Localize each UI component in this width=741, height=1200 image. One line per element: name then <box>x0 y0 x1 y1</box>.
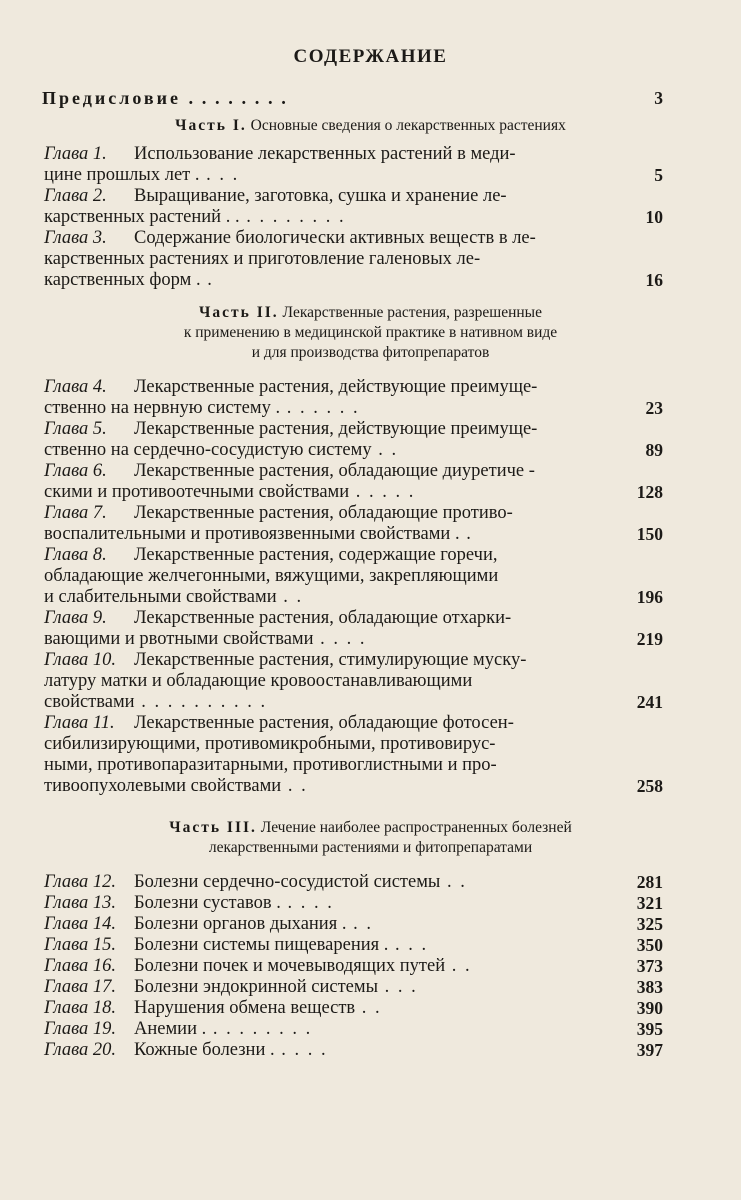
chapter-title-text: ственно на нервную систему . <box>44 398 281 418</box>
chapter-page-number: 5 <box>654 165 663 185</box>
dot-leader: . . . . <box>280 893 334 913</box>
chapter-label: Глава 11. <box>44 713 115 733</box>
chapter-page-number: 258 <box>636 776 663 796</box>
chapter-title-text: Болезни сердечно-сосудистой системы <box>134 872 441 892</box>
chapter-title-text: Содержание биологически активных веществ в ле- <box>134 228 536 248</box>
chapter-label: Глава 3. <box>44 228 107 248</box>
chapter-page-number: 325 <box>636 914 663 934</box>
dot-leader: . . . . <box>313 629 367 649</box>
dot-leader: . . . . <box>274 1040 328 1060</box>
chapter-title-text: карственных растениях и приготовление галеновых ле- <box>44 249 481 269</box>
chapter-title-text: Кожные болезни . <box>134 1040 275 1060</box>
part-3-title-line: лекарственными растениями и фитопрепаратами <box>208 839 533 856</box>
dot-leader: . . <box>281 776 308 796</box>
chapter-label: Глава 16. <box>44 956 116 976</box>
part-2-title-line: и для производства фитопрепаратов <box>251 344 490 361</box>
chapter-page-number: 373 <box>636 956 663 976</box>
preface-label: Предисловие <box>42 88 181 108</box>
chapter-title-line <box>134 713 514 734</box>
chapter-page-number: 16 <box>645 270 663 290</box>
part-1-prefix: Часть I. <box>175 117 247 134</box>
chapter-title-text: Использование лекарственных растений в меди- <box>134 144 516 164</box>
preface-leader: . . . . . . . . <box>188 89 288 109</box>
chapter-title-line <box>134 461 535 482</box>
part-2-prefix: Часть II. <box>199 304 279 321</box>
chapter-page-number: 23 <box>645 398 663 418</box>
chapter-title-text: Лекарственные растения, действующие преимуще- <box>134 419 538 439</box>
chapter-title-line <box>134 1040 328 1061</box>
dot-leader: . . <box>440 872 467 892</box>
chapter-title-text: карственных форм . <box>44 270 201 290</box>
chapter-page-number: 397 <box>636 1040 663 1060</box>
chapter-title-text: Выращивание, заготовка, сушка и хранение ле- <box>134 186 507 206</box>
chapter-title-text: воспалительными и противоязвенными свойствами . <box>44 524 460 544</box>
chapter-title-text: Лекарственные растения, обладающие фотосен- <box>134 713 514 733</box>
chapter-title-text: карственных растений . . <box>44 207 240 227</box>
chapter-label: Глава 9. <box>44 608 107 628</box>
chapter-title-line <box>44 165 239 186</box>
dot-leader: . . . . . <box>349 482 416 502</box>
chapter-title-line <box>134 228 536 249</box>
chapter-page-number: 89 <box>645 440 663 460</box>
part-2-title-line: к применению в медицинской практике в нативном виде <box>183 324 558 341</box>
chapter-title-text: вающими и рвотными свойствами <box>44 629 314 649</box>
chapter-label: Глава 8. <box>44 545 107 565</box>
chapter-title-line <box>134 186 507 207</box>
chapter-title-line <box>134 977 418 998</box>
chapter-title-text: Нарушения обмена веществ <box>134 998 356 1018</box>
chapter-title-text: Лекарственные растения, содержащие горечи, <box>134 545 498 565</box>
chapter-title-line <box>134 935 428 956</box>
dot-leader: . . <box>355 998 382 1018</box>
chapter-title-line <box>134 419 537 440</box>
chapter-title-text: сибилизирующими, противомикробными, противовирус- <box>44 734 496 754</box>
chapter-page-number: 281 <box>636 872 663 892</box>
chapter-page-number: 219 <box>636 629 663 649</box>
chapter-page-number: 390 <box>636 998 663 1018</box>
chapter-page-number: 350 <box>636 935 663 955</box>
chapter-title-text: свойствами <box>44 692 135 712</box>
chapter-title-line <box>134 650 526 671</box>
chapter-label: Глава 14. <box>44 914 116 934</box>
chapter-label: Глава 18. <box>44 998 116 1018</box>
chapter-title-line <box>134 545 498 566</box>
part-1-heading <box>0 116 741 136</box>
chapter-page-number: 196 <box>636 587 663 607</box>
chapter-title-text: Лекарственные растения, обладающие противо- <box>134 503 513 523</box>
chapter-title-line <box>134 377 537 398</box>
chapter-title-text: Болезни почек и мочевыводящих путей <box>134 956 446 976</box>
dot-leader: . . <box>346 914 373 934</box>
chapter-title-line <box>44 671 472 692</box>
dot-leader: . . . . . . . . <box>239 207 346 227</box>
page-title: СОДЕРЖАНИЕ <box>293 46 448 67</box>
chapter-title-line <box>44 524 473 545</box>
chapter-title-text: Лекарственные растения, действующие преимуще- <box>134 377 538 397</box>
chapter-title-text: Болезни системы пищеварения . <box>134 935 389 955</box>
dot-leader: . <box>459 524 473 544</box>
dot-leader: . . . . . . <box>280 398 360 418</box>
chapter-title-line <box>44 692 267 713</box>
chapter-page-number: 383 <box>636 977 663 997</box>
chapter-title-line <box>44 629 367 650</box>
chapter-label: Глава 10. <box>44 650 116 670</box>
dot-leader: . . <box>445 956 472 976</box>
chapter-title-text: ными, противопаразитарными, противоглистными и про- <box>44 755 497 775</box>
part-2-title-line: Лекарственные растения, разрешенные <box>282 304 542 321</box>
dot-leader: . . <box>371 440 399 460</box>
chapter-title-text: Болезни суставов . <box>134 893 281 913</box>
part-3-prefix: Часть III. <box>169 819 257 836</box>
dot-leader: . . <box>276 587 304 607</box>
chapter-title-text: Болезни эндокринной системы <box>134 977 379 997</box>
chapter-label: Глава 4. <box>44 377 107 397</box>
chapter-title-line <box>44 776 308 797</box>
chapter-title-line <box>134 608 511 629</box>
chapter-title-line <box>44 566 498 587</box>
chapter-title-line <box>44 587 303 608</box>
chapter-page-number: 321 <box>636 893 663 913</box>
chapter-title-text: Лекарственные растения, стимулирующие муску- <box>134 650 527 670</box>
chapter-title-line <box>134 503 513 524</box>
chapter-page-number: 395 <box>636 1019 663 1039</box>
chapter-title-text: Лекарственные растения, обладающие отхарки- <box>134 608 512 628</box>
chapter-title-text: Лекарственные растения, обладающие диуретиче - <box>134 461 535 481</box>
chapter-title-line <box>134 872 467 893</box>
chapter-title-text: цине прошлых лет . <box>44 165 200 185</box>
chapter-title-line <box>44 398 360 419</box>
part-1-title: Основные сведения о лекарственных растениях <box>250 117 566 134</box>
chapter-title-line <box>134 956 472 977</box>
chapter-title-text: ственно на сердечно-сосудистую систему <box>44 440 372 460</box>
chapter-title-text: тивоопухолевыми свойствами <box>44 776 282 796</box>
chapter-label: Глава 20. <box>44 1040 116 1060</box>
part-3-heading <box>0 818 741 858</box>
chapter-label: Глава 12. <box>44 872 116 892</box>
preface-page-number: 3 <box>654 88 663 108</box>
chapter-label: Глава 17. <box>44 977 116 997</box>
chapter-title-text: скими и противоотечными свойствами <box>44 482 350 502</box>
chapter-label: Глава 6. <box>44 461 107 481</box>
chapter-title-line <box>44 270 214 291</box>
chapter-title-line <box>44 734 495 755</box>
dot-leader: . . . <box>199 165 240 185</box>
chapter-title-line <box>134 144 516 165</box>
dot-leader: . . . . . . . . . . <box>134 692 268 712</box>
part-3-title-line: Лечение наиболее распространенных болезней <box>260 819 572 836</box>
chapter-page-number: 150 <box>636 524 663 544</box>
dot-leader: . . . . . . . . <box>206 1019 313 1039</box>
chapter-title-text: Анемии . <box>134 1019 207 1039</box>
chapter-title-text: латуру матки и обладающие кровоостанавливающими <box>44 671 473 691</box>
chapter-label: Глава 7. <box>44 503 107 523</box>
chapter-label: Глава 13. <box>44 893 116 913</box>
chapter-title-text: и слабительными свойствами <box>44 587 277 607</box>
chapter-title-line <box>44 249 480 270</box>
chapter-title-line <box>134 914 373 935</box>
chapter-title-line <box>44 440 398 461</box>
dot-leader: . <box>200 270 214 290</box>
chapter-label: Глава 2. <box>44 186 107 206</box>
chapter-title-line <box>134 998 382 1019</box>
chapter-label: Глава 5. <box>44 419 107 439</box>
dot-leader: . . . <box>378 977 418 997</box>
chapter-title-line <box>134 1019 312 1040</box>
toc-entry-preface <box>42 88 288 110</box>
chapter-page-number: 241 <box>636 692 663 712</box>
chapter-page-number: 128 <box>636 482 663 502</box>
chapter-title-line <box>134 893 334 914</box>
chapter-title-text: обладающие желчегонными, вяжущими, закрепляющими <box>44 566 499 586</box>
chapter-label: Глава 1. <box>44 144 107 164</box>
chapter-title-line <box>44 482 415 503</box>
chapter-title-text: Болезни органов дыхания . <box>134 914 347 934</box>
dot-leader: . . . <box>388 935 429 955</box>
chapter-page-number: 10 <box>645 207 663 227</box>
chapter-title-line <box>44 207 346 228</box>
chapter-title-line <box>44 755 497 776</box>
chapter-label: Глава 19. <box>44 1019 116 1039</box>
chapter-label: Глава 15. <box>44 935 116 955</box>
part-2-heading <box>0 303 741 363</box>
